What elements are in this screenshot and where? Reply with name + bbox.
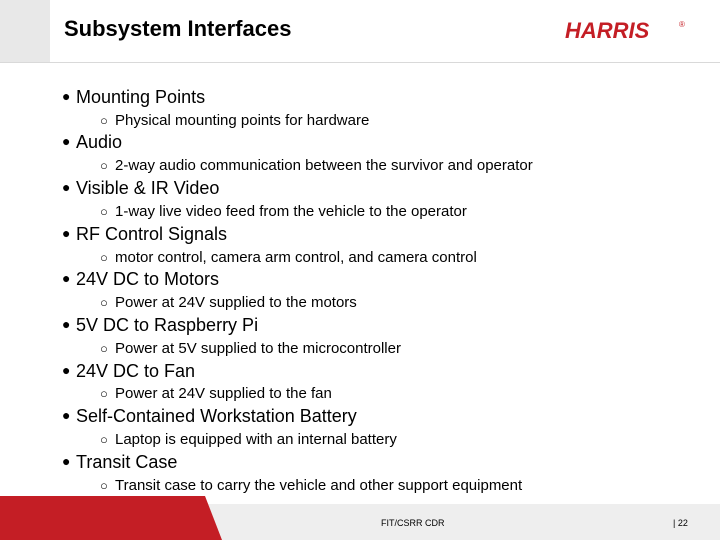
sub-bullet-icon: ○	[100, 386, 108, 401]
sub-bullet-icon: ○	[100, 113, 108, 128]
slide-title: Subsystem Interfaces	[64, 16, 292, 41]
sub-bullet-icon: ○	[100, 478, 108, 493]
sub-bullet-icon: ○	[100, 432, 108, 447]
sub-bullet	[100, 294, 357, 311]
bullet-visible-ir-video	[62, 178, 219, 199]
bullet-icon: ●	[62, 270, 71, 286]
bullet-label: Audio	[76, 132, 123, 152]
sub-bullet-icon: ○	[100, 204, 108, 219]
bullet-label: Visible & IR Video	[76, 178, 220, 198]
bullet-24v-dc-fan	[62, 361, 195, 382]
sub-bullet-icon: ○	[100, 341, 108, 356]
logo-registered-mark: ®	[679, 20, 685, 29]
bullet-icon: ●	[62, 179, 71, 195]
bullet-24v-dc-motors	[62, 269, 219, 290]
sub-bullet-text: Transit case to carry the vehicle and other support equipment	[115, 477, 523, 494]
sub-bullet-text: 1-way live video feed from the vehicle to the operator	[115, 203, 467, 220]
bullet-transit-case	[62, 452, 177, 473]
bullet-icon: ●	[62, 362, 71, 378]
footer-band	[200, 504, 720, 540]
sub-bullet-text: Laptop is equipped with an internal battery	[115, 431, 397, 448]
bullet-label: 5V DC to Raspberry Pi	[76, 315, 259, 335]
sub-bullet-icon: ○	[100, 295, 108, 310]
sub-bullet	[100, 203, 467, 220]
bullet-label: RF Control Signals	[76, 224, 228, 244]
bullet-label: Mounting Points	[76, 87, 206, 107]
sub-bullet	[100, 249, 477, 266]
bullet-mounting-points	[62, 87, 205, 108]
bullet-5v-dc-raspberry-pi	[62, 315, 258, 336]
sub-bullet-icon: ○	[100, 250, 108, 265]
bullet-icon: ●	[62, 316, 71, 332]
bullet-icon: ●	[62, 133, 71, 149]
bullet-label: Transit Case	[76, 452, 178, 472]
bullet-icon: ●	[62, 225, 71, 241]
sub-bullet-text: Physical mounting points for hardware	[115, 112, 370, 129]
page-number: | 22	[673, 518, 688, 528]
footer-label: FIT/CSRR CDR	[381, 518, 445, 528]
bullet-workstation-battery	[62, 406, 357, 427]
bullet-icon: ●	[62, 453, 71, 469]
sub-bullet	[100, 112, 369, 129]
logo-text: HARRIS	[565, 18, 650, 43]
bullet-icon: ●	[62, 407, 71, 423]
sub-bullet	[100, 477, 522, 494]
bullet-rf-control-signals	[62, 224, 227, 245]
bullet-audio	[62, 132, 122, 153]
sub-bullet-text: Power at 24V supplied to the fan	[115, 385, 332, 402]
bullet-label: 24V DC to Fan	[76, 361, 196, 381]
bullet-label: Self-Contained Workstation Battery	[76, 406, 357, 426]
bullet-icon: ●	[62, 88, 71, 104]
sub-bullet-text: Power at 24V supplied to the motors	[115, 294, 357, 311]
sub-bullet	[100, 340, 401, 357]
sub-bullet-icon: ○	[100, 158, 108, 173]
sub-bullet	[100, 431, 397, 448]
sub-bullet-text: motor control, camera arm control, and camera control	[115, 249, 477, 266]
sub-bullet	[100, 157, 533, 174]
footer-red-stripe	[0, 496, 222, 540]
sub-bullet-text: Power at 5V supplied to the microcontroller	[115, 340, 401, 357]
bullet-label: 24V DC to Motors	[76, 269, 220, 289]
sub-bullet-text: 2-way audio communication between the survivor and operator	[115, 157, 533, 174]
sub-bullet	[100, 385, 332, 402]
